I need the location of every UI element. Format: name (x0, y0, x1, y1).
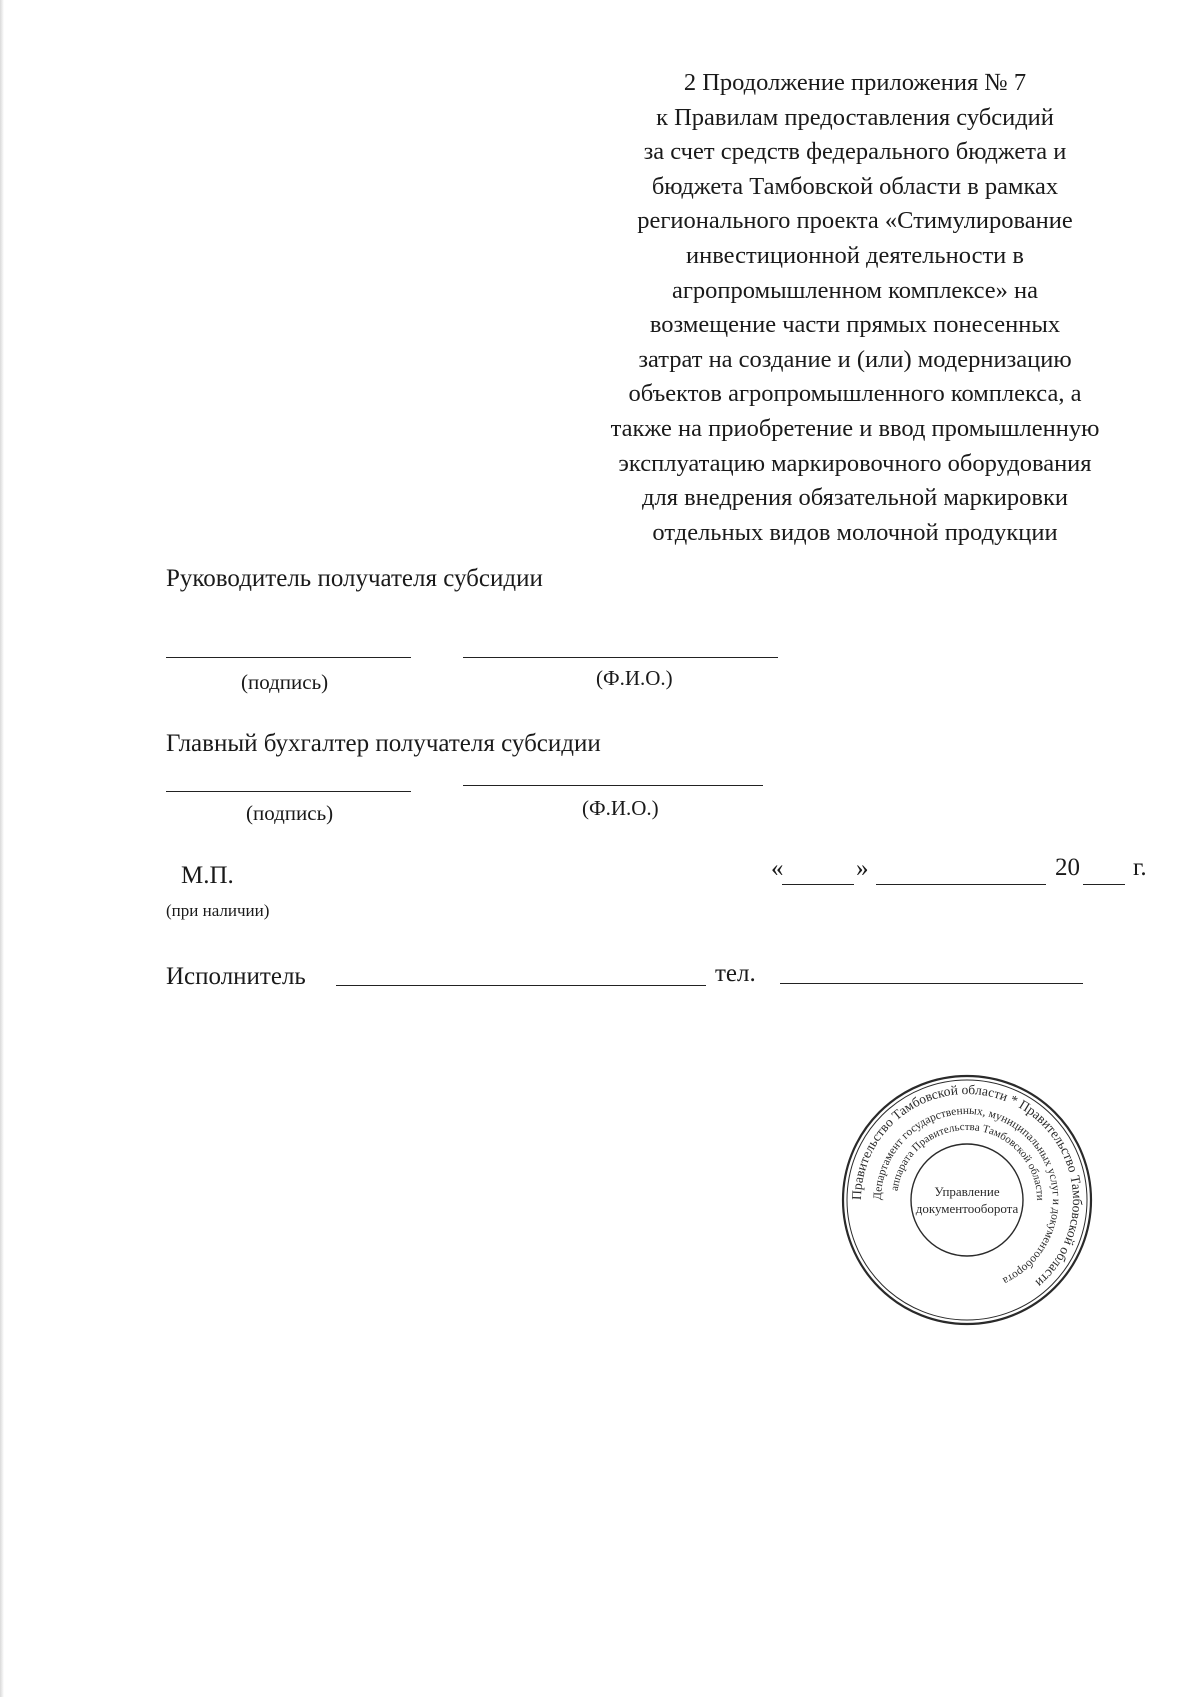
head-label: Руководитель получателя субсидии (166, 565, 543, 592)
head-signature-caption: (подпись) (241, 670, 329, 694)
date-year-line[interactable] (1083, 884, 1125, 885)
header-line: инвестиционной деятельности в (686, 241, 1024, 269)
header-line: отдельных видов молочной продукции (652, 518, 1058, 546)
header-line: агропромышленном комплексе» на (672, 276, 1038, 304)
accountant-name-caption: (Ф.И.О.) (582, 796, 659, 820)
date-year-suffix: г. (1133, 854, 1147, 881)
executor-name-line[interactable] (336, 985, 706, 986)
stamp-inner-text: аппарата Правительства Тамбовской области (888, 1120, 1047, 1201)
phone-line[interactable] (780, 983, 1083, 984)
header-line: к Правилам предоставления субсидий (656, 103, 1054, 131)
head-name-caption: (Ф.И.О.) (596, 666, 673, 690)
header-line: эксплуатацию маркировочного оборудования (618, 449, 1092, 477)
stamp-outer-text: Правительство Тамбовской области * Правительство Тамбовской области (848, 1081, 1086, 1291)
header-line: регионального проекта «Стимулирование (637, 207, 1073, 235)
header-line: затрат на создание и (или) модернизацию (638, 345, 1072, 373)
seal-note: (при наличии) (166, 901, 270, 920)
header-line: 2 Продолжение приложения № 7 (683, 69, 1027, 96)
stamp-inner-ring (911, 1144, 1023, 1256)
date-close-quote: » (856, 855, 869, 882)
date-open-quote: « (771, 855, 784, 882)
executor-label: Исполнитель (166, 963, 306, 990)
seal-label: М.П. (181, 862, 234, 889)
header-line: за счет средств федерального бюджета и (643, 138, 1067, 166)
accountant-signature-caption: (подпись) (246, 801, 334, 825)
stamp-middle-text: Департамент государственных, муниципальных услуг и документооборота (871, 1104, 1063, 1287)
stamp-center-line2: документооборота (915, 1201, 1019, 1216)
head-signature-line[interactable] (166, 657, 411, 658)
stamp-center-line1: Управление (934, 1184, 1000, 1199)
header-line: возмещение части прямых понесенных (649, 311, 1061, 339)
accountant-label: Главный бухгалтер получателя субсидии (166, 730, 601, 757)
official-stamp (841, 1074, 1093, 1326)
header-line: для внедрения обязательной маркировки (642, 484, 1068, 512)
appendix-header (575, 66, 1135, 550)
head-name-line[interactable] (463, 657, 778, 658)
accountant-name-line[interactable] (463, 785, 763, 786)
accountant-signature-line[interactable] (166, 791, 411, 792)
scan-edge (0, 0, 4, 1697)
stamp-graphic (841, 1074, 1093, 1326)
header-line: также на приобретение и ввод промышленную (610, 414, 1100, 442)
header-line: объектов агропромышленного комплекса, а (628, 380, 1082, 408)
date-month-line[interactable] (876, 884, 1046, 885)
date-day-line[interactable] (782, 884, 854, 885)
phone-label: тел. (715, 960, 756, 987)
header-line: бюджета Тамбовской области в рамках (651, 172, 1059, 200)
date-year-prefix: 20 (1055, 854, 1080, 881)
